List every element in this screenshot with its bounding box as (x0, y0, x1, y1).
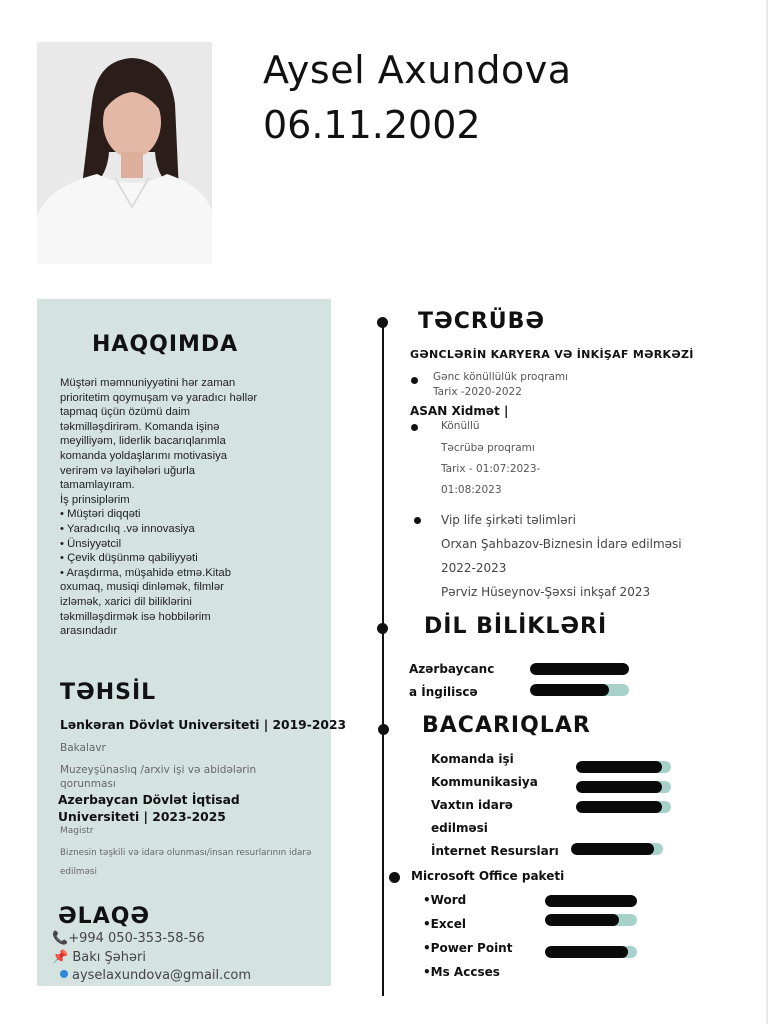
training-line: Pərviz Hüseynov-Şəxsi inkşaf 2023 (441, 585, 651, 599)
phone-icon: 📞 (52, 931, 69, 946)
education-school: Azerbaycan Dövlət İqtisad Universiteti | 2023-2025 (58, 793, 240, 824)
about-line: verirəm və layihələri uğurla (60, 464, 195, 477)
about-line: təkmilləşdirmək isə hobbilərim (60, 610, 211, 623)
timeline-dot (377, 623, 388, 634)
education-degree: Bakalavr (60, 742, 106, 754)
level-fill (545, 914, 619, 926)
experience-org: GƏNCLƏRİN KARYERA VƏ İNKİŞAF MƏRKƏZİ (410, 348, 694, 361)
skill-name: Kommunikasiya (431, 775, 538, 789)
about-line: arasındadır (60, 625, 118, 638)
ms-skill-level-bar (545, 895, 637, 907)
training-line: Orxan Şahbazov-Biznesin İdarə edilməsi (441, 537, 682, 551)
language-name: a İngiliscə (409, 685, 478, 699)
languages-heading: DİL BİLİKLƏRİ (424, 614, 608, 639)
experience-org: ASAN Xidmət | (410, 404, 509, 418)
experience-date: Tarix - 01:07:2023- (441, 463, 541, 475)
skill-name: İnternet Resursları (431, 844, 559, 858)
education-field: Muzeyşünaslıq /arxiv işi və abidələrin qorunması (60, 764, 257, 790)
ms-skill-level-bar (545, 946, 637, 958)
contact-heading: ƏLAQƏ (58, 904, 151, 929)
training-title: Vip life şirkəti təlimləri (441, 513, 576, 527)
timeline-dot (378, 724, 389, 735)
about-line: • Çevik düşünmə qabiliyyəti (60, 552, 198, 565)
skills-heading: BACARIQLAR (422, 713, 591, 738)
skill-name: edilməsi (431, 821, 488, 835)
ms-skill-level-bar (545, 914, 637, 926)
phone-number: +994 050-353-58-56 (68, 931, 205, 946)
education-field: Biznesin təşkili və idarə olunması/insan resurlarının idarə edilməsi (60, 848, 312, 877)
language-level-bar (530, 684, 629, 696)
about-heading: HAQQIMDA (92, 332, 239, 357)
ms-skill-name: •Power Point (423, 941, 513, 955)
bullet (411, 424, 418, 431)
ms-skill-name: •Word (423, 893, 467, 907)
level-fill (576, 801, 662, 813)
experience-program: Təcrübə proqramı (441, 442, 535, 454)
contact-phone[interactable] (52, 931, 205, 946)
skill-level-bar (576, 761, 671, 773)
about-line: meyilliyəm, liderlik bacarıqlarımla (60, 435, 226, 448)
about-line: • Araşdırma, müşahidə etmə.Kitab (60, 566, 231, 579)
level-fill (545, 946, 628, 958)
level-fill (530, 684, 609, 696)
about-line: İş prinsiplərim (60, 493, 130, 506)
about-line: prioritetim qoymuşam və yaradıcı həllər (60, 391, 258, 404)
level-fill (576, 781, 662, 793)
experience-role: Könüllü (441, 420, 480, 432)
about-line: tapmaq üçün özümü daim (60, 406, 190, 419)
training-line: 2022-2023 (441, 561, 507, 575)
ms-office-heading: Microsoft Office paketi (411, 869, 565, 883)
about-text (60, 376, 290, 639)
about-line: • Yaradıcılıq .və innovasiya (60, 522, 195, 535)
experience-program: Gənc könüllülük proqramı (433, 371, 569, 383)
timeline-dot (377, 317, 388, 328)
level-fill (545, 895, 637, 907)
language-level-bar (530, 663, 629, 675)
education-degree: Magistr (60, 826, 94, 836)
experience-heading: TƏCRÜBƏ (418, 309, 546, 334)
timeline-dot (389, 872, 400, 883)
level-fill (576, 761, 662, 773)
level-fill (530, 663, 629, 675)
experience-date: 01:08:2023 (441, 484, 502, 496)
skill-name: Vaxtın idarə (431, 798, 513, 812)
address-text: Bakı Şəhəri (72, 950, 146, 965)
skill-level-bar (571, 843, 663, 855)
education-heading: TƏHSİL (60, 680, 157, 705)
email-icon (60, 970, 68, 978)
ms-skill-name: •Excel (423, 917, 466, 931)
profile-photo (37, 42, 212, 264)
skill-level-bar (576, 781, 671, 793)
experience-date: Tarix -2020-2022 (433, 386, 522, 398)
skill-name: Komanda işi (431, 752, 514, 766)
about-line: təkmilləşdirirəm. Komanda işinə (60, 420, 220, 433)
pin-icon: 📌 (52, 950, 69, 965)
skill-level-bar (576, 801, 671, 813)
about-line: izləmək, xarici dil biliklərini (60, 595, 192, 608)
timeline-line (382, 323, 384, 996)
bullet (411, 377, 418, 384)
contact-address (52, 950, 146, 965)
about-line: • Ünsiyyətcil (60, 537, 122, 550)
ms-skill-name: •Ms Accses (423, 965, 500, 979)
about-line: Müştəri məmnuniyyətini hər zaman (60, 377, 236, 389)
contact-email[interactable] (52, 968, 251, 983)
birth-date: 06.11.2002 (263, 103, 481, 147)
language-name: Azərbaycanc (409, 662, 495, 676)
level-fill (571, 843, 654, 855)
about-line: • Müştəri diqqəti (60, 508, 141, 521)
email-text: ayselaxundova@gmail.com (72, 968, 252, 983)
about-line: tamamlayıram. (60, 479, 135, 492)
bullet (414, 517, 421, 524)
about-line: oxumaq, musiqi dinləmək, filmlər (60, 581, 224, 594)
about-line: komanda yoldaşlarımı motivasiya (60, 449, 228, 462)
education-school: Lənkəran Dövlət Universiteti | 2019-2023 (60, 718, 347, 732)
full-name: Aysel Axundova (263, 48, 572, 92)
